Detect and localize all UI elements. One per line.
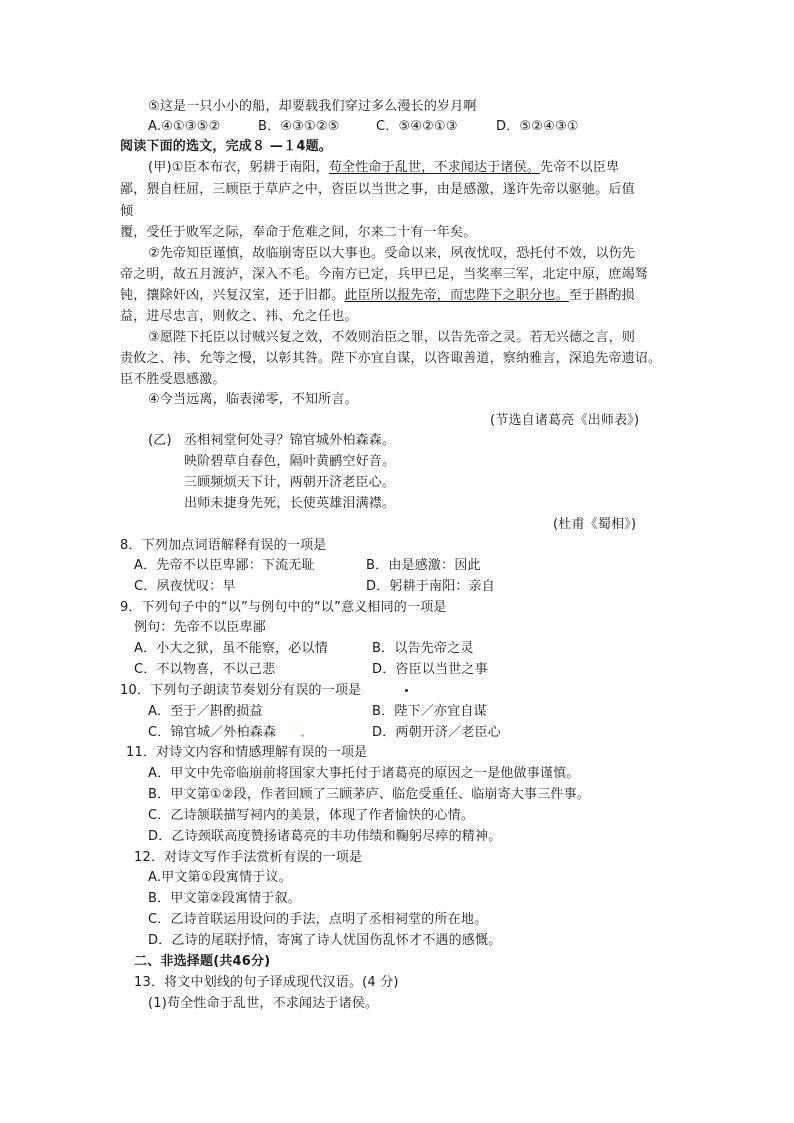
yi-label: (乙)	[148, 433, 172, 448]
jia-p2-line1: ②先帝知臣谨慎，故临崩寄臣以大事也。受命以来，夙夜忧叹，恐托付不效，以伤先	[148, 246, 636, 261]
q7-choice-b: B．④③①②⑤	[258, 119, 340, 134]
q10-option-b: B．陛下／亦宜自谋	[372, 704, 487, 719]
q13-stem: 13．将文中划线的句子译成现代汉语。(4 分)	[134, 975, 399, 990]
yi-source: (杜甫《蜀相》)	[553, 517, 637, 532]
reading-heading: 阅读下面的选文，完成８ —１4题。	[120, 139, 332, 154]
yi-line1: 丞相祠堂何处寻？锦官城外柏森森。	[184, 433, 396, 448]
jia-p1-line1	[148, 158, 619, 178]
q11-option-b: B．甲文第①②段，作者回顾了三顾茅庐、临危受重任、临崩寄大事三件事。	[148, 787, 591, 802]
yi-line2: 映阶碧草自春色，隔叶黄鹂空好音。	[184, 454, 396, 469]
stray-dot-mark	[405, 689, 408, 692]
q8-option-a: A．先帝不以臣卑鄙：下流无耻	[134, 558, 315, 573]
jia-p2-text-a: 钝，攘除奸凶，兴复汉室，还于旧都。	[120, 288, 345, 303]
q12-option-a: A.甲文第①段寓情于议。	[148, 870, 292, 885]
q12-option-c: C．乙诗首联运用设问的手法，点明了丞相祠堂的所在地。	[148, 912, 488, 927]
q9-option-c: C．不以物喜，不以己悲	[134, 662, 276, 677]
q8-option-c: C．夙夜忧叹：早	[134, 579, 236, 594]
jia-p4: ④今当远离，临表涕零，不知所言。	[148, 392, 358, 407]
q7-choice-c: C．⑤④②①③	[376, 119, 458, 134]
jia-p2-line3	[120, 286, 635, 306]
q8-option-b: B．由是感激：因此	[366, 558, 481, 573]
q9-option-d: D．咨臣以当世之事	[372, 662, 488, 677]
jia-p3-line2: 责攸之、祎、允等之慢，以彰其咎。陛下亦宜自谋，以咨诹善道，察纳雅言，深追先帝遗诏。	[120, 351, 662, 366]
jia-p1-line3: 倾	[120, 204, 134, 219]
q13-sentence-1: (1)苟全性命于乱世，不求闻达于诸侯。	[148, 996, 379, 1011]
q11-stem: 11．对诗文内容和情感理解有误的一项是	[126, 745, 368, 760]
q10-option-a: A．至于／斟酌损益	[148, 704, 263, 719]
q7-choice-d: D．⑤②④③①	[496, 119, 579, 134]
yi-line4: 出师未捷身先死，长使英雄泪满襟。	[184, 496, 396, 511]
jia-p2-line2: 帝之明，故五月渡泸，深入不毛。今南方已定，兵甲已足，当奖率三军，北定中原，庶竭驽	[120, 267, 649, 282]
q10-option-d: D．两朝开济／老臣心	[372, 725, 502, 740]
q12-option-d: D．乙诗的尾联抒情，寄寓了诗人忧国伤乱怀才不遇的感慨。	[148, 933, 502, 948]
jia-p3-line3: 臣不胜受恩感激。	[120, 372, 226, 387]
q9-option-a: A．小大之狱，虽不能察，必以情	[134, 641, 328, 656]
jia-p1-line4: 覆，受任于败军之际，奉命于危难之间，尔来二十有一年矣。	[120, 225, 477, 240]
q10-option-c: C．锦官城／外柏森森	[148, 725, 277, 740]
q11-option-c: C．乙诗颔联描写祠内的美景，体现了作者愉快的心情。	[148, 808, 475, 823]
q8-option-d: D．躬耕于南阳：亲自	[366, 579, 496, 594]
q11-option-a: A．甲文中先帝临崩前将国家大事托付于诸葛亮的原因之一是他做事谨慎。	[148, 766, 580, 781]
q9-stem: 9．下列句子中的“以”与例句中的“以”意义相同的一项是	[120, 600, 447, 615]
option-5: ⑤这是一只小小的船，却要载我们穿过多么漫长的岁月啊	[148, 99, 477, 114]
q9-example: 例句：先帝不以臣卑鄙	[134, 620, 267, 635]
jia-p3-line1: ③愿陛下托臣以讨贼兴复之效，不效则治臣之罪，以告先帝之灵。若无兴德之言，则	[148, 330, 636, 345]
jia-p1-text-b: 先帝不以臣卑	[540, 160, 620, 175]
jia-p2-line4: 益，进尽忠言，则攸之、祎、允之任也。	[120, 309, 358, 324]
q8-stem: 8．下列加点词语解释有误的一项是	[120, 538, 327, 553]
q11-option-d: D．乙诗颈联高度赞扬诸葛亮的丰功伟绩和鞠躬尽瘁的精神。	[148, 829, 502, 844]
jia-p1-line2: 鄙，猥自枉屈，三顾臣于草庐之中，咨臣以当世之事，由是感激，遂许先帝以驱驰。后值	[120, 182, 635, 197]
jia-p1-underlined-sentence: 苟全性命于乱世，不求闻达于诸侯。	[328, 160, 541, 175]
q7-choice-a: A.④①③⑤②	[148, 119, 221, 134]
q10-stem: 10．下列句子朗读节奏划分有误的一项是	[120, 683, 362, 698]
stray-speck-mark	[301, 734, 304, 737]
yi-line3: 三顾频烦天下计，两朝开济老臣心。	[184, 475, 396, 490]
jia-p2-underlined-sentence: 此臣所以报先帝，而忠陛下之职分也。	[344, 288, 569, 303]
q9-option-b: B．以告先帝之灵	[372, 641, 474, 656]
jia-p2-text-b: 至于斟酌损	[568, 288, 635, 303]
q12-option-b: B．甲文第②段寓情于叙。	[148, 891, 301, 906]
jia-p1-text-a: (甲)①臣本布衣，躬耕于南阳，	[148, 160, 329, 175]
section-2-heading: 二、非选择题(共46分)	[134, 954, 271, 969]
jia-source: (节选自诸葛亮《出师表》)	[490, 413, 640, 428]
q12-stem: 12．对诗文写作手法赏析有误的一项是	[134, 850, 363, 865]
